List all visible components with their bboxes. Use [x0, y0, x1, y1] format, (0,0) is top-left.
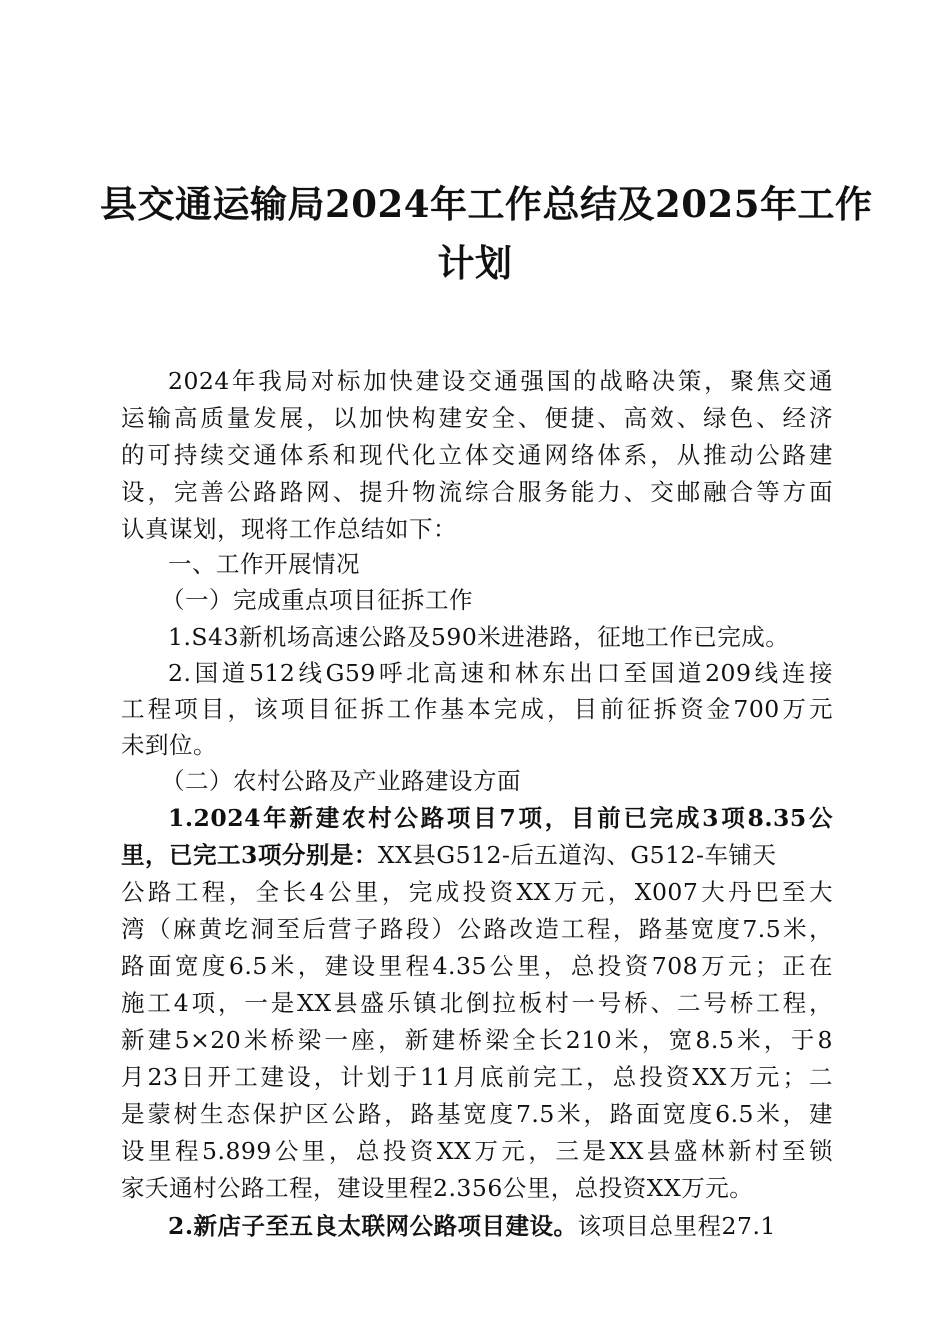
item-line: 是蒙树生态保护区公路，路基宽度7.5米，路面宽度6.5米，建: [121, 1100, 833, 1128]
item-line-mixed: [121, 838, 776, 872]
paragraph-intro-line: 运输高质量发展，以加快构建安全、便捷、高效、绿色、经济: [121, 404, 833, 432]
item-line: 家夭通村公路工程，建设里程2.356公里，总投资XX万元。: [121, 1174, 754, 1202]
item-line-rest: XX县G512-后五道沟、G512-车铺天: [377, 841, 777, 869]
item-line: 2.国道512线G59呼北高速和林东出口至国道209线连接: [168, 659, 833, 687]
item-line: 月23日开工建设，计划于11月底前完工，总投资XX万元；二: [121, 1063, 833, 1091]
item-line: 公路工程，全长4公里，完成投资XX万元，X007大丹巴至大: [121, 878, 833, 906]
document-title-line-2: 计划: [437, 241, 513, 285]
paragraph-intro-line: 2024年我局对标加快建设交通强国的战略决策，聚焦交通: [168, 367, 833, 395]
document-title-line-1: 县交通运输局2024年工作总结及2025年工作: [100, 182, 873, 226]
paragraph-intro-line: 设，完善公路路网、提升物流综合服务能力、交邮融合等方面: [121, 478, 833, 506]
bold-lead-text: 2.新店子至五良太联网公路项目建设。: [168, 1212, 578, 1240]
item-line: 湾（麻黄圪洞至后营子路段）公路改造工程，路基宽度7.5米，: [121, 915, 833, 943]
subsection-heading-1: （一）完成重点项目征拆工作: [161, 586, 473, 614]
item-line: 施工4项，一是XX县盛乐镇北倒拉板村一号桥、二号桥工程，: [121, 989, 833, 1017]
bold-lead-text: 里，已完工3项分别是：: [121, 841, 378, 869]
item-line: 1.S43新机场高速公路及590米进港路，征地工作已完成。: [168, 623, 790, 651]
item-line: 工程项目，该项目征拆工作基本完成，目前征拆资金700万元: [121, 695, 833, 723]
item-line: 设里程5.899公里，总投资XX万元，三是XX县盛林新村至锁: [121, 1137, 833, 1165]
section-heading-1: 一、工作开展情况: [168, 550, 360, 578]
item-line: 未到位。: [121, 731, 217, 759]
item-line-rest: 该项目总里程27.1: [577, 1212, 776, 1240]
paragraph-intro-line: 认真谋划，现将工作总结如下：: [121, 515, 457, 543]
item-line: 路面宽度6.5米，建设里程4.35公里，总投资708万元；正在: [121, 952, 833, 980]
item-line-bold: 1.2024年新建农村公路项目7项，目前已完成3项8.35公: [168, 804, 833, 832]
item-line-mixed: [168, 1209, 776, 1243]
subsection-heading-2: （二）农村公路及产业路建设方面: [161, 767, 521, 795]
item-line: 新建5×20米桥梁一座，新建桥梁全长210米，宽8.5米，于8: [121, 1026, 833, 1054]
paragraph-intro-line: 的可持续交通体系和现代化立体交通网络体系，从推动公路建: [121, 441, 833, 469]
